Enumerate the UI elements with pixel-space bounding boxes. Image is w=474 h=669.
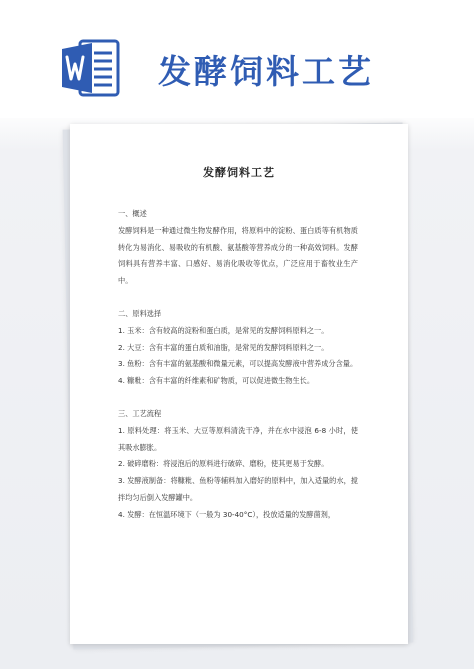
list-item: 4. 发酵：在恒温环境下（一般为 30-40°C），投放适量的发酵菌剂， — [118, 509, 336, 519]
overview-paragraph: 发酵饲料是一种通过微生物发酵作用，将原料中的淀粉、蛋白质等有机物质转化为易消化、易吸收的有机酸、氨基酸等营养成分的一种高效饲料。发酵饲料具有营养丰富、口感好、易消化吸收等优点，广泛应用于畜牧业生产中。 — [118, 225, 358, 286]
header-banner — [0, 0, 474, 118]
banner-title: 发酵饲料工艺 — [158, 52, 374, 91]
section-heading-process: 三、工艺流程 — [118, 408, 162, 418]
list-item: 2. 大豆：含有丰富的蛋白质和油脂，是常见的发酵饲料原料之一。 — [118, 342, 329, 352]
microsoft-word-icon — [60, 37, 122, 99]
list-item: 2. 破碎磨粉：将浸泡后的原料进行破碎、磨粉，使其更易于发酵。 — [118, 459, 329, 469]
section-heading-materials: 二、原料选择 — [118, 308, 162, 318]
document-page — [70, 124, 408, 644]
document-body — [118, 206, 358, 524]
list-item: 3. 发酵液制备：将糠粃、鱼粉等辅料加入磨好的原料中，加入适量的水，搅拌均匀后倒入发酵罐中。 — [118, 476, 358, 502]
section-heading-overview: 一、概述 — [118, 209, 147, 218]
list-item: 4. 糠粃：含有丰富的纤维素和矿物质，可以促进微生物生长。 — [118, 376, 315, 386]
document-title: 发酵饲料工艺 — [203, 166, 275, 179]
list-item: 1. 玉米：含有较高的淀粉和蛋白质，是常见的发酵饲料原料之一。 — [118, 325, 329, 335]
list-item: 1. 原料处理：将玉米、大豆等原料清洗干净，并在水中浸泡 6-8 小时，使其吸水膨胀。 — [118, 425, 358, 452]
list-item: 3. 鱼粉：含有丰富的氨基酸和微量元素，可以提高发酵液中营养成分含量。 — [118, 359, 358, 369]
